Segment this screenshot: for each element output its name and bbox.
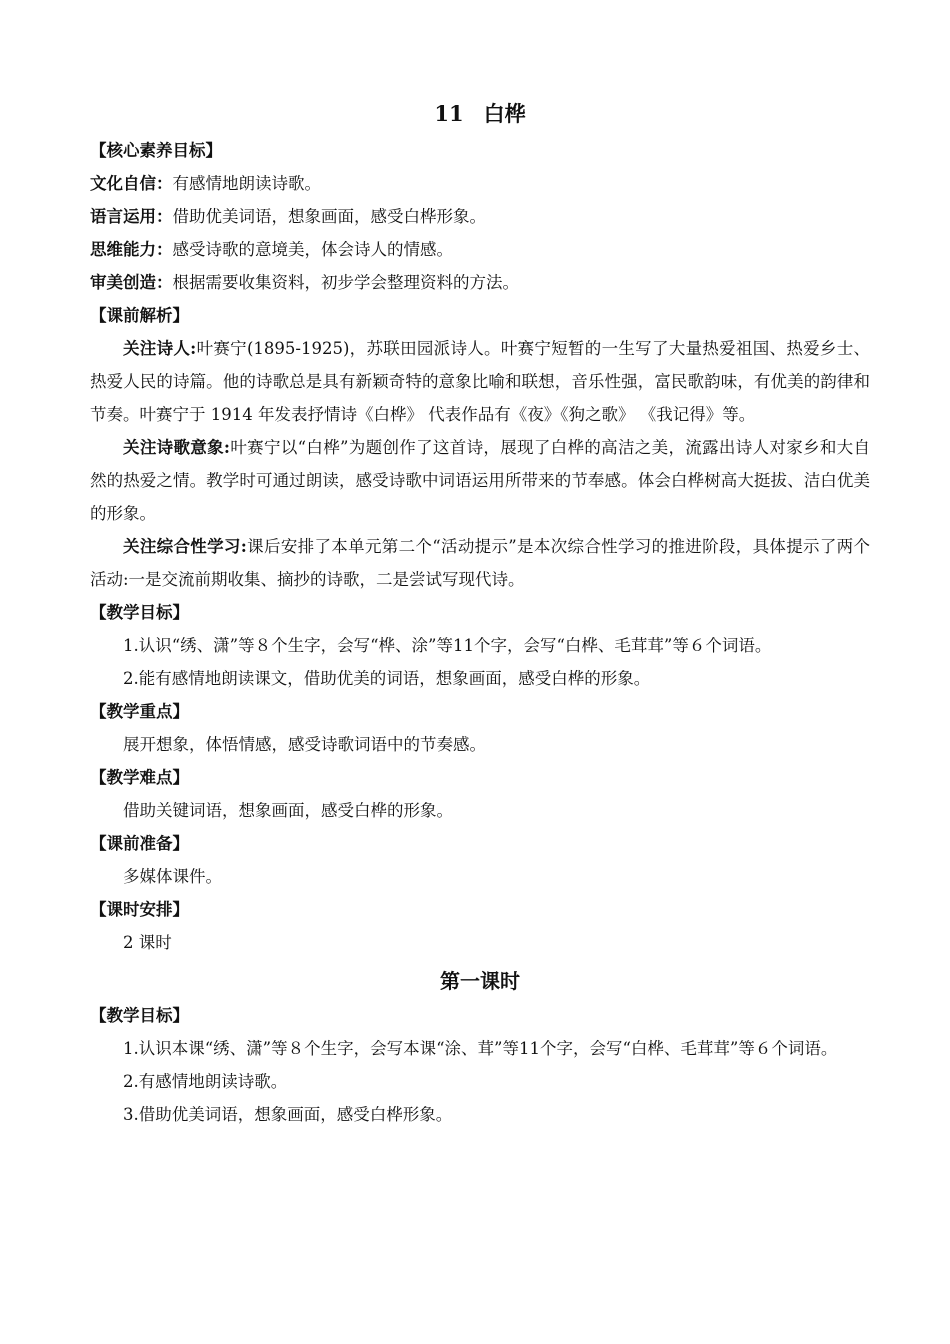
schedule-text: 2 课时 [123,933,172,952]
first-lesson-goals-heading: 【教学目标】 [90,1006,189,1025]
teaching-goal-item: 1.认识“绣、潇”等８个生字，会写“桦、涂”等11个字，会写“白桦、毛茸茸”等６个词语。 [123,636,772,655]
teaching-goal-item: 2.能有感情地朗读课文，借助优美的词语，想象画面，感受白桦的形象。 [123,669,651,688]
key-points-heading: 【教学重点】 [90,702,189,721]
core-goal-item: 思维能力：感受诗歌的意境美，体会诗人的情感。 [90,240,453,259]
first-lesson-goal-item: 3.借助优美词语，想象画面，感受白桦形象。 [123,1105,453,1124]
teaching-goals-heading: 【教学目标】 [90,603,189,622]
core-goals-heading: 【核心素养目标】 [90,141,222,160]
difficulties-text: 借助关键词语，想象画面，感受白桦的形象。 [123,801,453,820]
core-goal-item: 语言运用：借助优美词语，想象画面，感受白桦形象。 [90,207,486,226]
lesson-name: 白桦 [483,101,526,126]
core-goal-item: 审美创造：根据需要收集资料，初步学会整理资料的方法。 [90,273,519,292]
lesson-title [90,96,870,132]
lesson-number: 11 [434,101,464,126]
difficulties-heading: 【教学难点】 [90,768,189,787]
first-lesson-goal-item: 2.有感情地朗读诗歌。 [123,1072,288,1091]
key-points-text: 展开想象，体悟情感，感受诗歌词语中的节奏感。 [123,735,486,754]
pre-analysis-heading: 【课前解析】 [90,306,189,325]
analysis-paragraph-study: 关注综合性学习:课后安排了本单元第二个“活动提示”是本次综合性学习的推进阶段，具体提示了两个活动:一是交流前期收集、摘抄的诗歌，二是尝试写现代诗。 [90,537,871,589]
analysis-paragraph-poet: 关注诗人:叶赛宁(1895-1925)，苏联田园派诗人。叶赛宁短暂的一生写了大量热爱祖国、热爱乡士、热爱人民的诗篇。他的诗歌总是具有新颖奇特的意象比喻和联想，音乐性强，富民歌韵味，有优美的韵律和节奏。叶赛宁于 1914 年发表抒情诗《白桦》 代表作品有《夜》《狗之歌》 《我记得》等。 [90,339,871,424]
first-lesson-title: 第一课时 [440,969,520,993]
preparation-text: 多媒体课件。 [123,867,222,886]
schedule-heading: 【课时安排】 [90,900,189,919]
preparation-heading: 【课前准备】 [90,834,189,853]
core-goal-item: 文化自信：有感情地朗读诗歌。 [90,174,321,193]
analysis-paragraph-imagery: 关注诗歌意象:叶赛宁以“白桦”为题创作了这首诗，展现了白桦的高洁之美，流露出诗人对家乡和大自然的热爱之情。教学时可通过朗读，感受诗歌中词语运用所带来的节奉感。体会白桦树高大挺拔、洁白优美的形象。 [90,438,870,523]
first-lesson-goal-item: 1.认识本课“绣、潇”等８个生字，会写本课“涂、茸”等11个字，会写“白桦、毛茸茸”等６个词语。 [123,1039,838,1058]
